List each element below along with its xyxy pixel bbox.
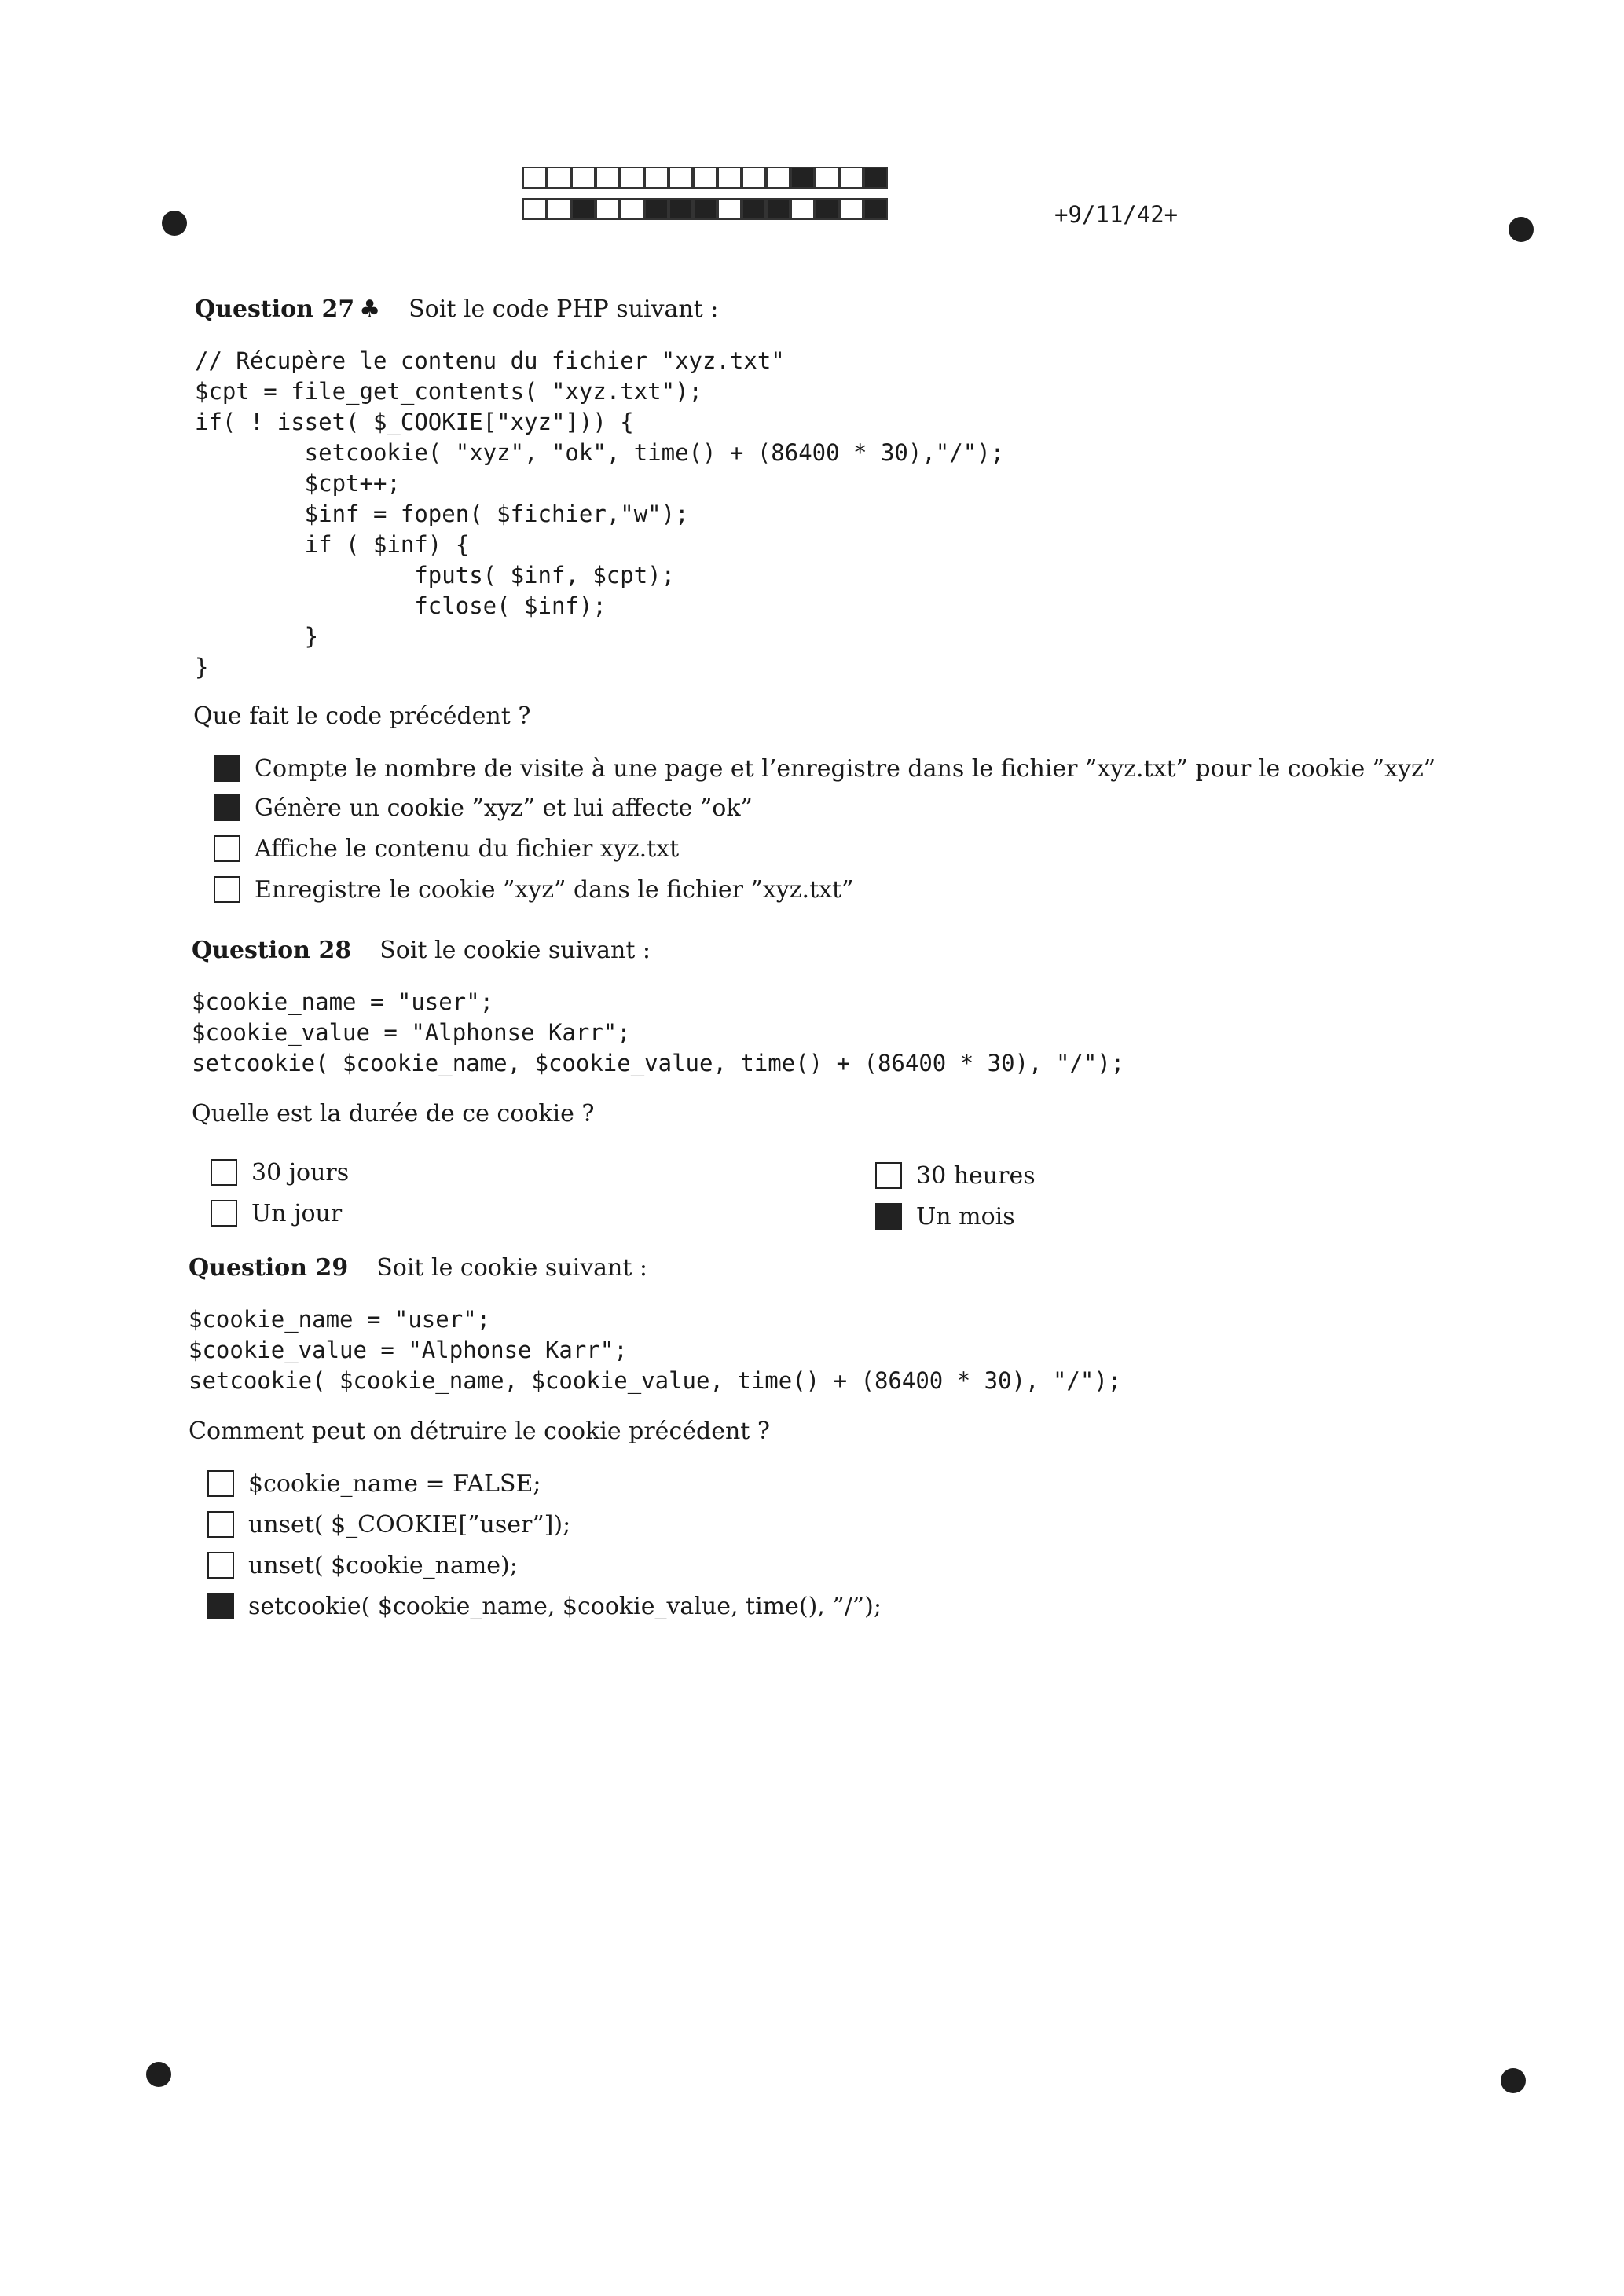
code-line: } <box>195 623 319 650</box>
option-label: 30 heures <box>916 1161 1036 1190</box>
barcode-cell <box>522 167 547 189</box>
question-28-prompt: Quelle est la durée de ce cookie ? <box>192 1100 595 1128</box>
option-checkbox[interactable] <box>207 1470 234 1497</box>
code-line: $cpt = file_get_contents( "xyz.txt"); <box>195 378 703 405</box>
question-27-label: Question 27 <box>195 295 355 323</box>
code-line: $inf = fopen( $fichier,"w"); <box>195 501 689 527</box>
question-28-option-4[interactable] <box>875 1201 1015 1232</box>
question-28-label: Question 28 <box>192 937 352 964</box>
question-27-option-3[interactable] <box>214 833 679 864</box>
option-checkbox[interactable] <box>875 1162 902 1189</box>
option-label: unset( $_COOKIE[”user”]); <box>248 1510 571 1539</box>
barcode-row-1 <box>522 167 888 189</box>
barcode-cell <box>815 167 839 189</box>
question-28-option-3[interactable] <box>875 1160 1036 1191</box>
barcode-cell <box>790 167 815 189</box>
option-checkbox[interactable] <box>214 794 240 821</box>
registration-dot-top-left <box>162 211 187 236</box>
barcode-cell <box>790 198 815 220</box>
barcode-cell <box>863 167 888 189</box>
code-line: if( ! isset( $_COOKIE["xyz"])) { <box>195 409 634 435</box>
registration-dot-bottom-right <box>1501 2068 1526 2093</box>
question-27-option-1[interactable] <box>214 753 1435 784</box>
barcode-cell <box>669 167 693 189</box>
question-29-option-4[interactable] <box>207 1590 882 1622</box>
barcode-cell <box>693 167 717 189</box>
code-line: setcookie( "xyz", "ok", time() + (86400 * 30),"/"); <box>195 439 1005 466</box>
option-label: $cookie_name = FALSE; <box>248 1469 541 1498</box>
barcode-cell <box>547 198 571 220</box>
barcode-cell <box>863 198 888 220</box>
option-checkbox[interactable] <box>214 876 240 903</box>
club-icon: ♣ <box>359 295 381 323</box>
barcode-cell <box>620 198 644 220</box>
question-28-code <box>192 987 1124 1079</box>
code-line: fputs( $inf, $cpt); <box>195 562 676 589</box>
question-29-option-1[interactable] <box>207 1468 541 1499</box>
question-27-option-2[interactable] <box>214 792 753 823</box>
barcode-cell <box>766 198 790 220</box>
registration-dot-top-right <box>1509 217 1534 242</box>
code-line: setcookie( $cookie_name, $cookie_value, time() + (86400 * 30), "/"); <box>189 1367 1122 1394</box>
question-29-label: Question 29 <box>189 1254 349 1282</box>
option-label: unset( $cookie_name); <box>248 1551 518 1579</box>
option-checkbox[interactable] <box>211 1200 237 1227</box>
option-label: Un jour <box>251 1199 343 1227</box>
barcode-cell <box>596 167 620 189</box>
option-checkbox[interactable] <box>211 1159 237 1186</box>
barcode-cell <box>522 198 547 220</box>
option-label: setcookie( $cookie_name, $cookie_value, time(), ”/”); <box>248 1592 882 1620</box>
barcode-row-2 <box>522 198 888 220</box>
option-label: Génère un cookie ”xyz” et lui affecte ”ok” <box>255 794 753 822</box>
option-checkbox[interactable] <box>214 755 240 782</box>
barcode-cell <box>766 167 790 189</box>
question-27-intro: Soit le code PHP suivant : <box>409 295 719 323</box>
question-29-prompt: Comment peut on détruire le cookie précédent ? <box>189 1418 770 1445</box>
code-line: $cookie_name = "user"; <box>192 988 494 1015</box>
code-line: $cookie_name = "user"; <box>189 1306 491 1333</box>
barcode-cell <box>742 167 766 189</box>
question-29-intro: Soit le cookie suivant : <box>376 1254 648 1282</box>
page-id: +9/11/42+ <box>1054 201 1179 228</box>
registration-dot-bottom-left <box>146 2062 171 2087</box>
barcode-cell <box>717 167 742 189</box>
option-checkbox[interactable] <box>207 1511 234 1538</box>
question-28-intro: Soit le cookie suivant : <box>379 937 651 964</box>
option-checkbox[interactable] <box>207 1552 234 1579</box>
barcode-cell <box>571 167 596 189</box>
question-28-option-2[interactable] <box>211 1198 342 1229</box>
code-line: // Récupère le contenu du fichier "xyz.txt" <box>195 347 785 374</box>
barcode-cell <box>717 198 742 220</box>
barcode-cell <box>596 198 620 220</box>
code-line: if ( $inf) { <box>195 531 470 558</box>
barcode-cell <box>839 167 863 189</box>
option-label: Enregistre le cookie ”xyz” dans le fichier ”xyz.txt” <box>255 875 854 904</box>
barcode-cell <box>839 198 863 220</box>
code-line: $cpt++; <box>195 470 401 497</box>
question-27-option-4[interactable] <box>214 874 853 905</box>
code-line: } <box>195 654 209 680</box>
option-label: 30 jours <box>251 1158 350 1187</box>
question-28-option-1[interactable] <box>211 1157 349 1188</box>
question-29-code <box>189 1304 1121 1396</box>
barcode-cell <box>644 198 669 220</box>
barcode-cell <box>547 167 571 189</box>
question-27-prompt: Que fait le code précédent ? <box>193 702 531 730</box>
option-checkbox[interactable] <box>207 1593 234 1619</box>
question-28-header <box>192 937 651 964</box>
barcode-cell <box>693 198 717 220</box>
barcode-cell <box>644 167 669 189</box>
barcode-cell <box>742 198 766 220</box>
code-line: $cookie_value = "Alphonse Karr"; <box>189 1337 628 1363</box>
code-line: fclose( $inf); <box>195 592 607 619</box>
option-label: Un mois <box>916 1202 1015 1231</box>
question-29-option-2[interactable] <box>207 1509 570 1540</box>
question-29-option-3[interactable] <box>207 1550 518 1581</box>
code-line: setcookie( $cookie_name, $cookie_value, time() + (86400 * 30), "/"); <box>192 1050 1125 1076</box>
barcode-cell <box>571 198 596 220</box>
barcode-cell <box>815 198 839 220</box>
option-label: Affiche le contenu du fichier xyz.txt <box>255 834 680 863</box>
question-29-header <box>189 1254 647 1282</box>
option-label: Compte le nombre de visite à une page et l’enregistre dans le fichier ”xyz.txt” pour le cookie ”xyz” <box>255 754 1436 783</box>
barcode-cell <box>620 167 644 189</box>
option-checkbox[interactable] <box>214 835 240 862</box>
code-line: $cookie_value = "Alphonse Karr"; <box>192 1019 631 1046</box>
option-checkbox[interactable] <box>875 1203 902 1230</box>
question-27-code <box>195 346 1004 683</box>
question-27-header <box>195 295 718 323</box>
barcode-cell <box>669 198 693 220</box>
